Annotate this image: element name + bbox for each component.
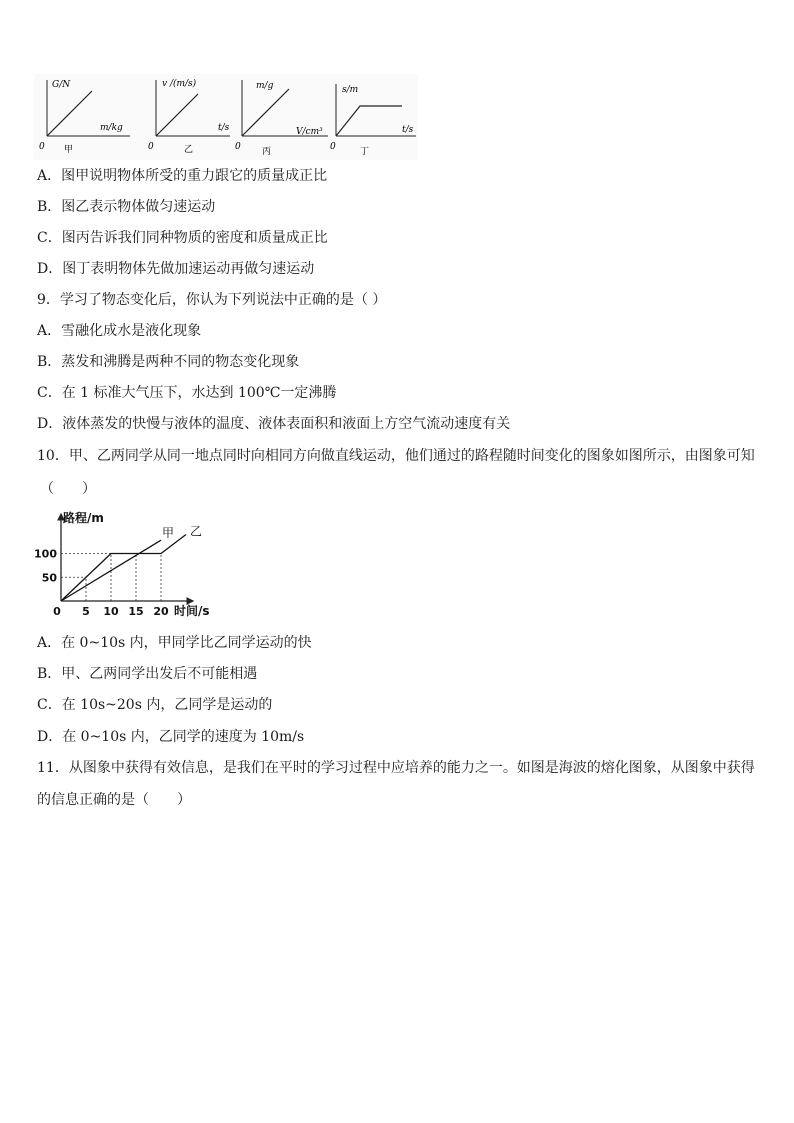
- graph-jia: [34, 74, 134, 160]
- graph-ding-ylabel: s/m: [342, 85, 359, 95]
- q9-option-c: C．在 1 标准大气压下，水达到 100℃一定沸腾: [37, 385, 337, 401]
- q10-chart: [34, 508, 230, 624]
- graph-yi-ylabel: v /(m/s): [162, 79, 197, 89]
- graph-jia-xlabel: m/kg: [100, 123, 123, 133]
- graph-yi-xlabel: t/s: [218, 123, 230, 133]
- graph-bing-ylabel: m/g: [256, 81, 274, 91]
- q10-y-tick-label: 50: [41, 571, 57, 585]
- graph-yi-caption: 乙: [184, 145, 194, 155]
- q8-option-d: D．图丁表明物体先做加速运动再做匀速运动: [37, 261, 315, 277]
- q10-origin: 0: [53, 605, 61, 618]
- q10-option-c: C．在 10s~20s 内，乙同学是运动的: [37, 697, 273, 713]
- q8-option-c: C．图丙告诉我们同种物质的密度和质量成正比: [37, 230, 328, 246]
- q9-option-b: B．蒸发和沸腾是两种不同的物态变化现象: [37, 354, 300, 370]
- graph-ding-caption: 丁: [360, 147, 370, 157]
- q10-series-line-yi: [61, 535, 186, 602]
- q10-x-label: 时间/s: [174, 604, 210, 618]
- q11-stem: 11．从图象中获得有效信息，是我们在平时的学习过程中应培养的能力之一。如图是海波的熔化图象，从图象中获得: [37, 760, 755, 776]
- q10-x-tick-label: 10: [103, 605, 119, 618]
- q9-option-a: A．雪融化成水是液化现象: [37, 323, 202, 339]
- graph-ding: [330, 74, 418, 160]
- q10-series-label: 乙: [190, 524, 203, 539]
- q10-x-tick-label: 20: [153, 605, 169, 618]
- graph-yi: [134, 74, 234, 160]
- graph-jia-ylabel: G/N: [52, 80, 71, 90]
- q10-option-d: D．在 0~10s 内，乙同学的速度为 10m/s: [37, 729, 305, 745]
- graph-ding-origin: 0: [330, 142, 336, 152]
- q10-series-label: 甲: [162, 526, 175, 541]
- q10-stem-cont: （ ）: [40, 481, 96, 497]
- graph-yi-origin: 0: [148, 142, 154, 152]
- q11-stem-cont: 的信息正确的是（ ）: [37, 792, 191, 808]
- q10-stem: 10．甲、乙两同学从同一地点同时向相同方向做直线运动，他们通过的路程随时间变化的图象如图所示，由图象可知: [37, 448, 755, 464]
- q10-y-label: 路程/m: [63, 511, 104, 525]
- q10-chart-svg: [34, 508, 230, 624]
- graph-bing-caption: 丙: [262, 147, 272, 157]
- graph-jia-origin: 0: [39, 142, 45, 152]
- q8-graphs-row: [34, 74, 418, 160]
- graph-ding-xlabel: t/s: [402, 125, 414, 135]
- q8-option-a: A．图甲说明物体所受的重力跟它的质量成正比: [37, 168, 328, 184]
- q10-y-tick-label: 100: [34, 547, 57, 561]
- q9-option-d: D．液体蒸发的快慢与液体的温度、液体表面积和液面上方空气流动速度有关: [37, 416, 511, 432]
- graph-bing-xlabel: V/cm³: [296, 127, 323, 137]
- graph-bing: [234, 74, 330, 160]
- q9-stem: 9．学习了物态变化后，你认为下列说法中正确的是（ ）: [37, 292, 387, 308]
- q8-option-b: B．图乙表示物体做匀速运动: [37, 199, 216, 215]
- graph-bing-origin: 0: [235, 142, 241, 152]
- graph-jia-caption: 甲: [64, 145, 74, 155]
- q10-option-b: B．甲、乙两同学出发后不可能相遇: [37, 666, 258, 682]
- q10-x-tick-label: 15: [128, 605, 144, 618]
- q10-x-tick-label: 5: [82, 605, 90, 618]
- q10-option-a: A．在 0~10s 内，甲同学比乙同学运动的快: [37, 635, 312, 651]
